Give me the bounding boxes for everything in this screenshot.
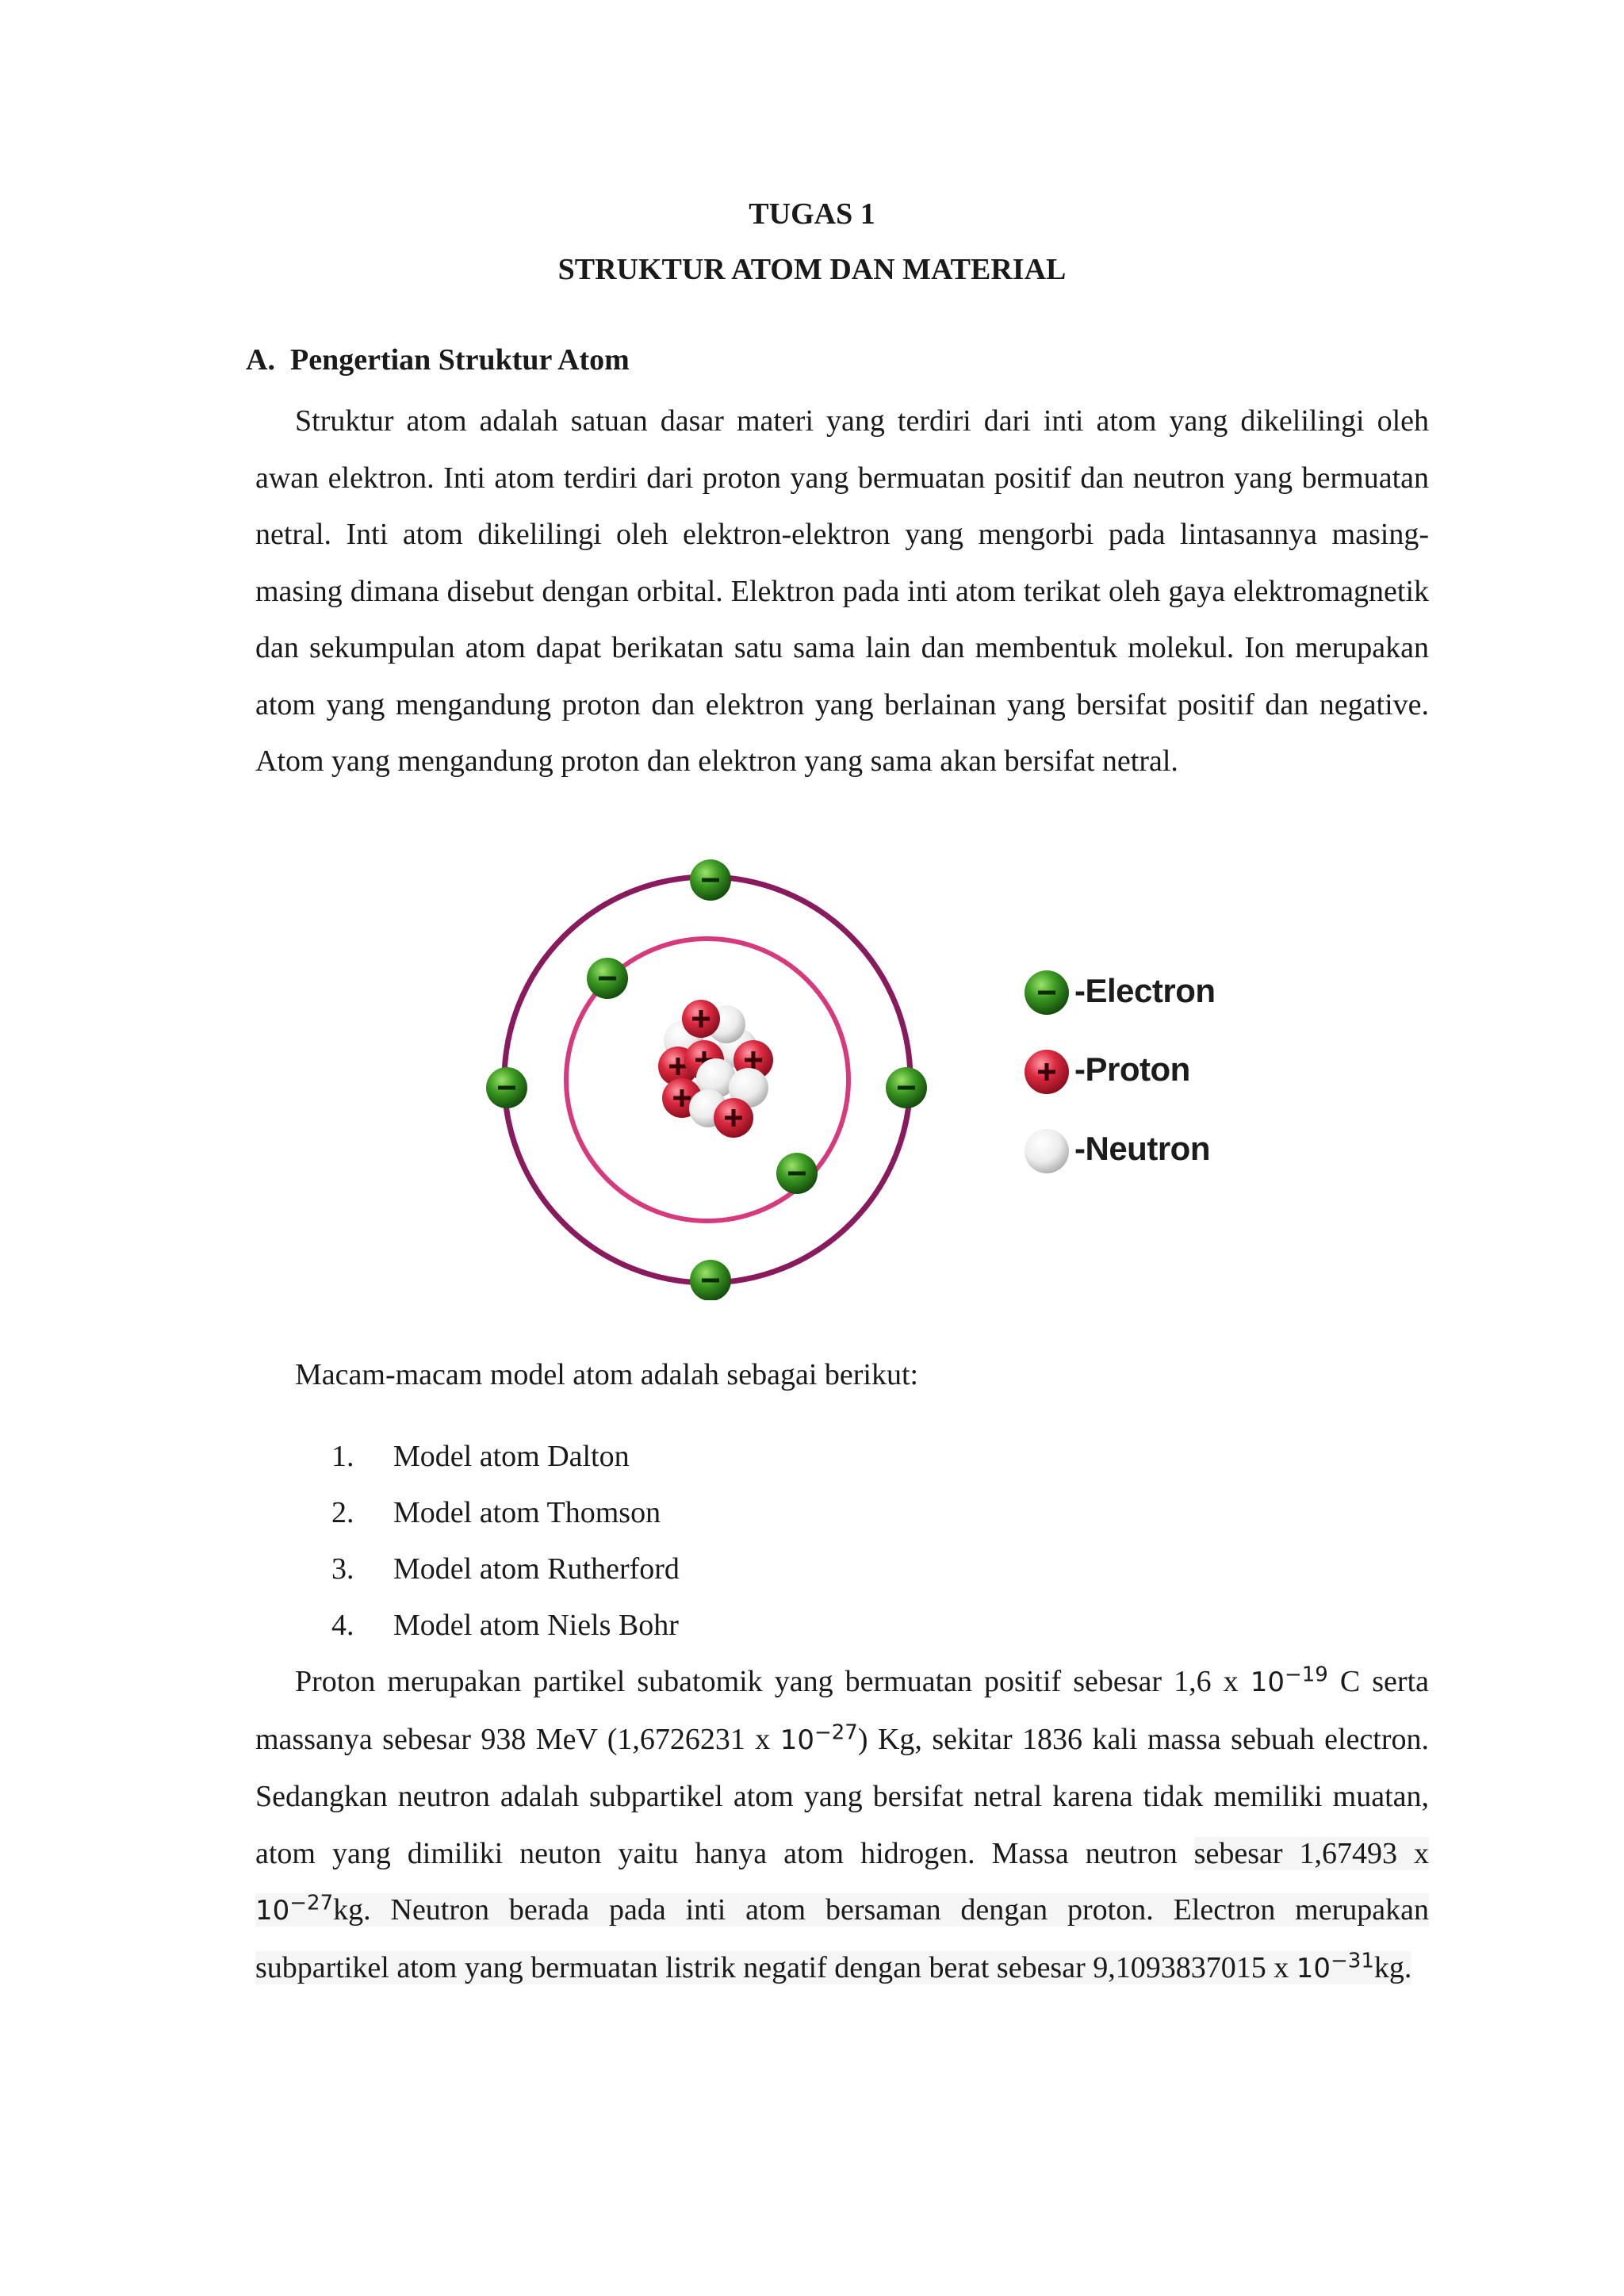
models-list [331, 1429, 680, 1654]
highlighted-text: sebesar 1,67493 x $10^{-27}kg$. Neutron berada pada inti atom bersaman dengan proton. Electron merupakan subpartikel atom yang bermuatan listrik negatif dengan berat sebesar 9,1093837015 x $10^{-31}kg$. [255, 1836, 1429, 1984]
list-item [331, 1598, 680, 1654]
atom-diagram [476, 856, 1269, 1300]
list-item-text: Model atom Niels Bohr [393, 1609, 679, 1642]
intro-paragraph: Struktur atom adalah satuan dasar materi yang terdiri dari inti atom yang dikelilingi oleh awan elektron. Inti atom terdiri dari proton yang bermuatan positif dan neutron yang bermuatan netral. Inti atom dikelilingi oleh elektron-elektron yang mengorbi pada lintasannya masing-masing dimana disebut dengan orbital. Elektron pada inti atom terikat oleh gaya elektromagnetik dan sekumpulan atom dapat berikatan satu sama lain dan membentuk molekul. Ion merupakan atom yang mengandung proton dan elektron yang berlainan yang bersifat positif dan negative. Atom yang mengandung proton dan elektron yang sama akan bersifat netral. [255, 404, 1429, 778]
list-item [331, 1485, 680, 1541]
list-item-number: 4. [331, 1609, 354, 1642]
section-heading [246, 342, 630, 377]
models-intro: Macam-macam model atom adalah sebagai berikut: [295, 1358, 919, 1391]
list-item-text: Model atom Rutherford [393, 1552, 680, 1586]
list-item [331, 1429, 680, 1485]
list-item [331, 1541, 680, 1598]
section-heading-text: Pengertian Struktur Atom [290, 343, 630, 377]
particles-paragraph [255, 1654, 1429, 1997]
list-item-number: 1. [331, 1440, 354, 1473]
legend-proton-label: -Proton [1074, 1050, 1190, 1088]
text-run: C serta massanya sebesar 938 MeV (1,6726231 x [255, 1665, 1429, 1756]
exponent-value: $10^{-19}$ [1250, 1663, 1328, 1698]
text-run: Proton merupakan partikel subatomik yang bermuatan positif sebesar 1,6 x [295, 1665, 1251, 1698]
intro-paragraph-block [255, 393, 1429, 790]
list-item-text: Model atom Dalton [393, 1440, 630, 1473]
list-item-number: 3. [331, 1552, 354, 1586]
legend-neutron-label: -Neutron [1074, 1130, 1210, 1167]
nucleus [658, 1000, 773, 1138]
section-label: A. [246, 343, 275, 377]
list-item-number: 2. [331, 1496, 354, 1529]
neutron-legend-icon [1025, 1129, 1069, 1173]
list-item-text: Model atom Thomson [393, 1496, 661, 1529]
document-subtitle: STRUKTUR ATOM DAN MATERIAL [557, 253, 1067, 286]
document-title: TUGAS 1 [749, 197, 875, 231]
legend-electron-label: -Electron [1074, 972, 1216, 1009]
legend-icons [1025, 970, 1069, 1173]
exponent-value: $10^{-27}$ [779, 1720, 858, 1756]
text-run: ) Kg, sekitar 1836 kali massa sebuah electron. Sedangkan neutron adalah subpartikel atom yang bersifat netral karena tidak memiliki muatan, atom yang dimiliki neuton yaitu hanya atom hidrogen. Massa neutron [255, 1722, 1429, 1870]
particles-paragraph-block [255, 1654, 1429, 1997]
